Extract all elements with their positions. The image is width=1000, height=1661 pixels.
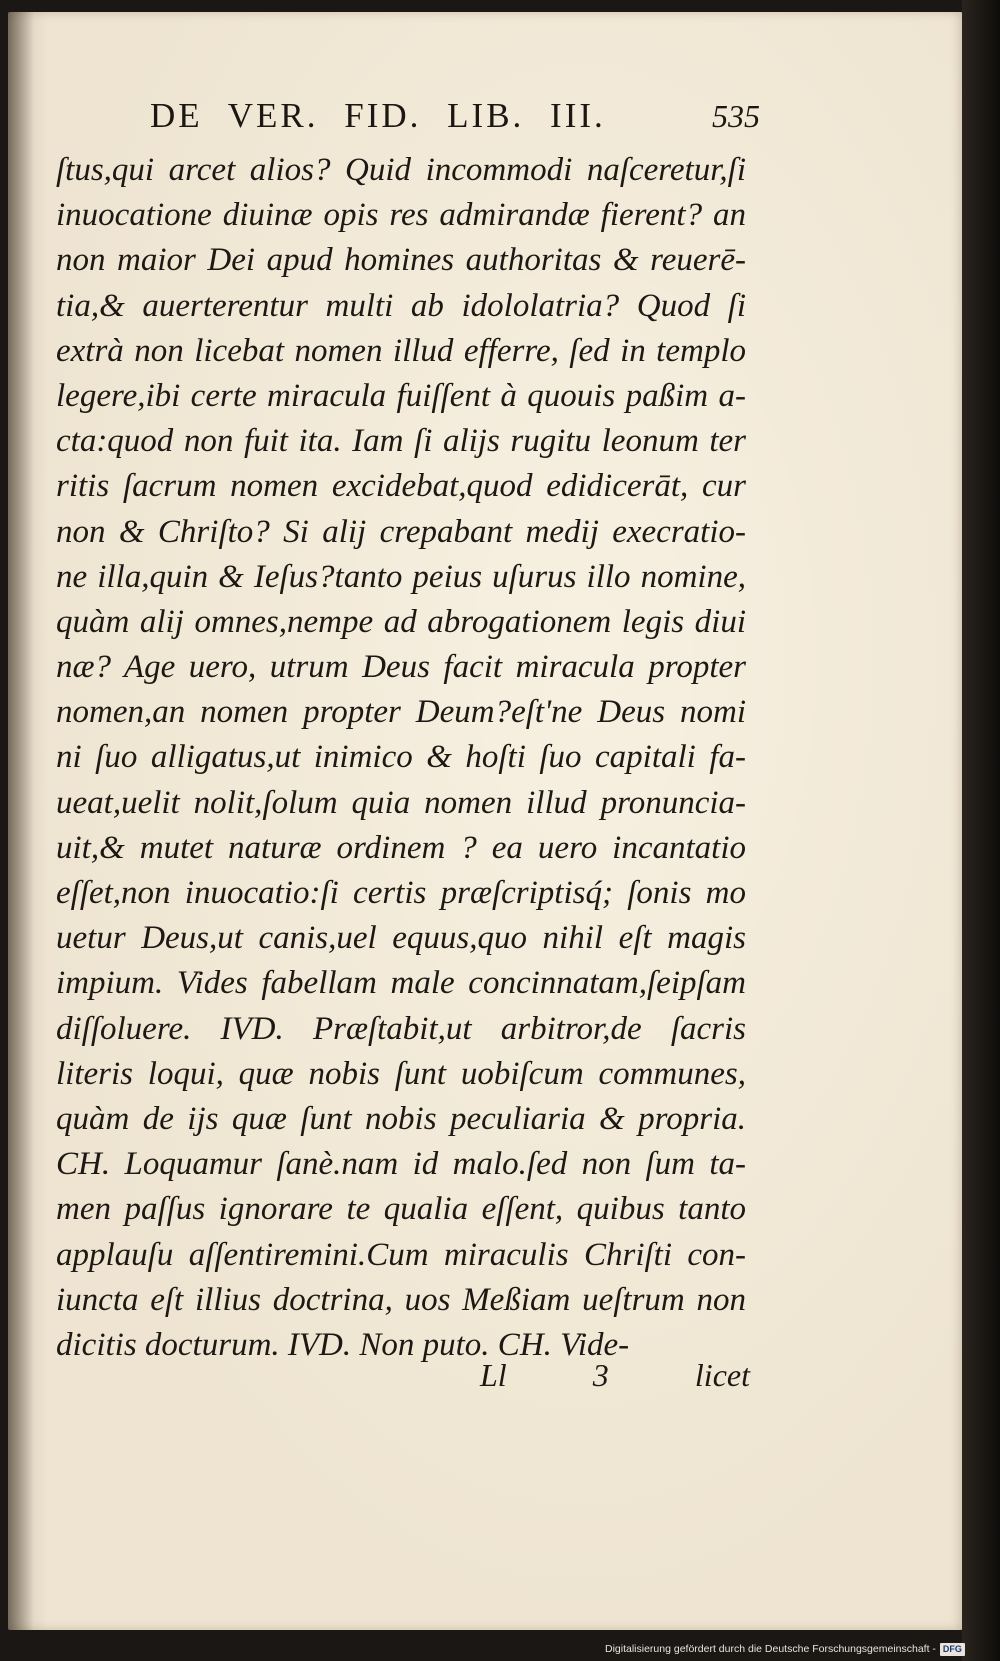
text-line: CH. Loquamur ſanè.nam id malo.ſed non ſum ta-: [56, 1146, 746, 1183]
text-line: legere,ibi certe miracula fuiſſent à quouis paßim a-: [56, 377, 746, 414]
text-line: ne illa,quin & Ieſus?tanto peius uſurus illo nomine,: [56, 558, 746, 595]
text-line: applauſu aſſentiremini.Cum miraculis Chriſti con-: [56, 1236, 746, 1273]
text-line: tia,& auerterentur multi ab idololatria? Quod ſi: [56, 287, 746, 324]
text-line: dicitis docturum. IVD. Non puto. CH. Vide-: [56, 1326, 630, 1363]
text-line: literis loqui, quæ nobis ſunt uobiſcum communes,: [56, 1055, 746, 1092]
text-line: ueat,uelit nolit,ſolum quia nomen illud pronuncia-: [56, 784, 746, 821]
signature-mark: Ll: [480, 1357, 507, 1393]
text-line: ſtus,qui arcet alios? Quid incommodi naſceretur,ſi: [56, 152, 746, 188]
text-line: men paſſus ignorare te qualia eſſent, quibus tanto: [56, 1191, 746, 1228]
gutter-shadow: [8, 12, 34, 1630]
signature-number: 3: [592, 1357, 609, 1393]
text-line: non & Chriſto? Si alij crepabant medij execratio-: [56, 513, 746, 550]
page-number: 535: [712, 98, 760, 134]
text-line: impium. Vides fabellam male concinnatam,ſeipſam: [56, 965, 746, 1002]
text-line: quàm alij omnes,nempe ad abrogationem legis diui: [56, 603, 746, 640]
text-line: iuncta eſt illius doctrina, uos Meßiam ueſtrum non: [56, 1281, 746, 1318]
body-text: [56, 148, 746, 1368]
text-line: inuocatione diuinæ opis res admirandæ fierent? an: [56, 197, 746, 234]
dfg-logo: DFG: [940, 1643, 965, 1656]
text-line: cta:quod non fuit ita. Iam ſi alijs rugitu leonum ter: [56, 423, 746, 460]
text-line: diſſoluere. IVD. Præſtabit,ut arbitror,de ſacris: [56, 1010, 746, 1047]
text-line: non maior Dei apud homines authoritas & reuerē-: [56, 242, 746, 279]
digitization-credit: [605, 1640, 965, 1658]
page-edge: [962, 0, 1000, 1661]
text-line: quàm de ijs quæ ſunt nobis peculiaria & propria.: [56, 1100, 746, 1137]
text-line: extrà non licebat nomen illud efferre, ſed in templo: [56, 332, 746, 369]
text-line: uetur Deus,ut canis,uel equus,quo nihil eſt magis: [56, 920, 746, 957]
text-line: nomen,an nomen propter Deum?eſt'ne Deus nomi: [56, 694, 746, 731]
text-line: ritis ſacrum nomen excidebat,quod edidicerāt, cur: [56, 468, 746, 505]
running-head: [150, 96, 760, 144]
text-line: eſſet,non inuocatio:ſi certis præſcriptisq́; ſonis mo: [56, 875, 746, 911]
running-title: DE VER. FID. LIB. III.: [150, 96, 606, 135]
text-line: næ? Age uero, utrum Deus facit miracula propter: [56, 649, 746, 686]
catchword-line: [480, 1357, 750, 1401]
text-line: uit,& mutet naturæ ordinem ? ea uero incantatio: [56, 829, 746, 866]
credit-text: Digitalisierung gefördert durch die Deutsche Forschungsgemeinschaft -: [605, 1643, 936, 1655]
text-line: ni ſuo alligatus,ut inimico & hoſti ſuo capitali fa-: [56, 739, 746, 776]
catchword: licet: [694, 1357, 750, 1393]
